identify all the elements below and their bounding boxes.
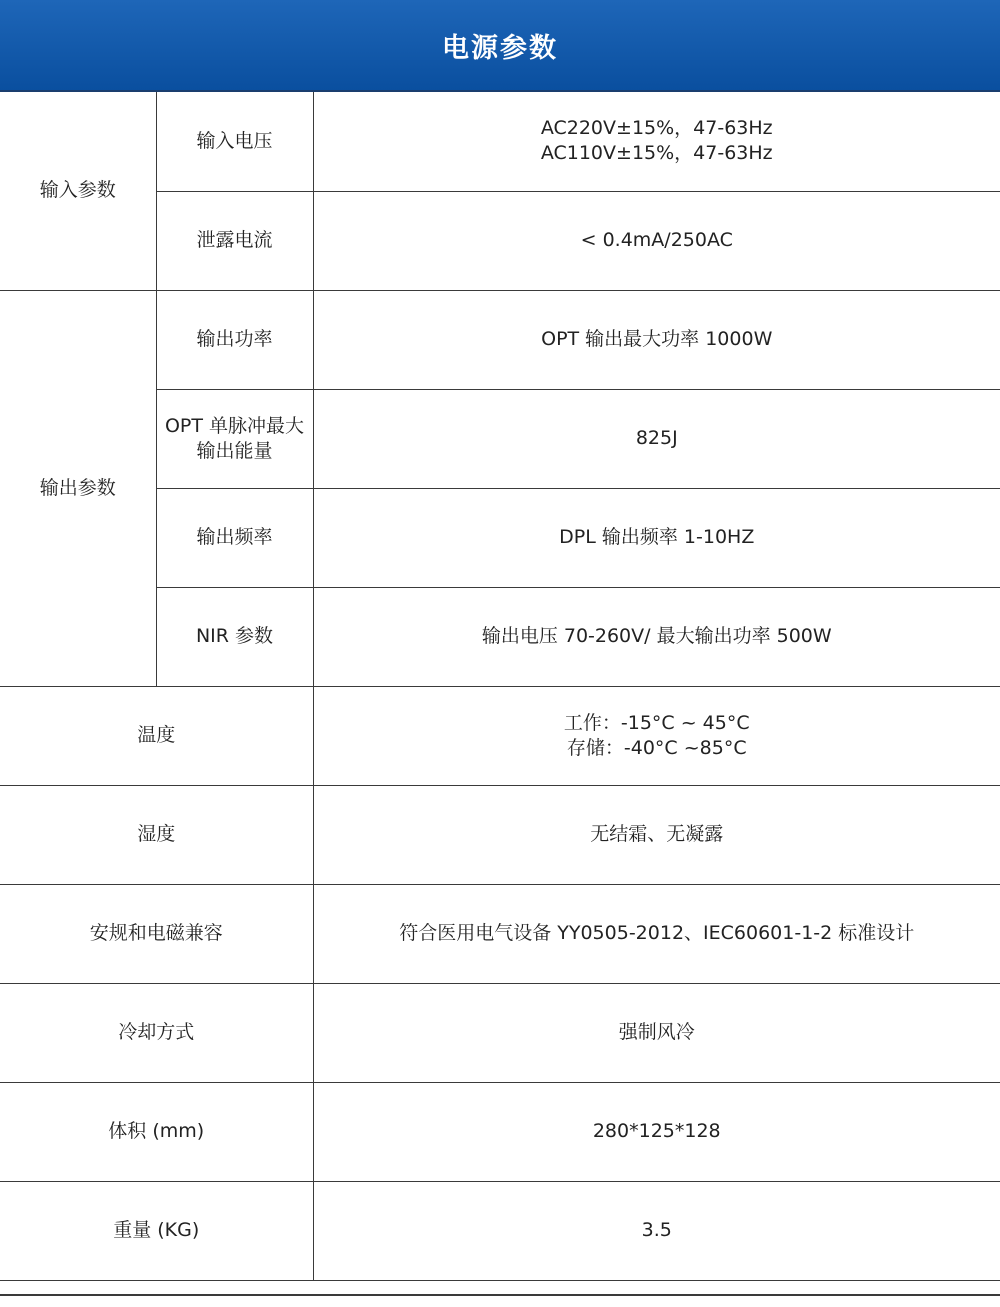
value-line: 3.5 <box>641 1219 672 1241</box>
param-name: 输入电压 <box>156 92 313 191</box>
value-line: DPL 输出频率 1-10HZ <box>559 526 755 548</box>
param-name: 冷却方式 <box>0 983 313 1082</box>
param-value <box>313 488 1000 587</box>
param-value <box>313 983 1000 1082</box>
param-name: 输出频率 <box>156 488 313 587</box>
param-value <box>313 92 1000 191</box>
param-name: 重量 (KG) <box>0 1181 313 1280</box>
param-value <box>313 1181 1000 1280</box>
table-row <box>0 1181 1000 1280</box>
param-value <box>313 884 1000 983</box>
value-line: 符合医用电气设备 YY0505-2012、IEC60601-1-2 标准设计 <box>399 922 915 944</box>
param-name: 温度 <box>0 686 313 785</box>
param-name: 输出功率 <box>156 290 313 389</box>
param-name: 体积 (mm) <box>0 1082 313 1181</box>
param-value <box>313 686 1000 785</box>
value-line: 输出电压 70-260V/ 最大输出功率 500W <box>481 625 832 647</box>
value-line: 280*125*128 <box>592 1120 721 1142</box>
table-row <box>0 785 1000 884</box>
name-line: OPT 单脉冲最大 <box>164 414 305 437</box>
param-name: 泄露电流 <box>156 191 313 290</box>
table-row <box>0 290 1000 389</box>
value-line: AC110V±15%，47-63Hz <box>540 142 773 165</box>
spec-table <box>0 92 1000 1281</box>
table-row <box>0 92 1000 191</box>
value-line: 强制风冷 <box>618 1021 695 1043</box>
table-row <box>0 1082 1000 1181</box>
param-name: 湿度 <box>0 785 313 884</box>
param-value <box>313 191 1000 290</box>
param-value <box>313 587 1000 686</box>
table-row <box>0 884 1000 983</box>
param-value <box>313 290 1000 389</box>
header-bar <box>0 0 1000 90</box>
group-label-input: 输入参数 <box>0 92 156 290</box>
param-name: 安规和电磁兼容 <box>0 884 313 983</box>
value-line: OPT 输出最大功率 1000W <box>541 328 773 350</box>
page-title: 电源参数 <box>442 32 558 64</box>
param-name: NIR 参数 <box>156 587 313 686</box>
table-bottom-border <box>0 1294 1000 1296</box>
group-label-output: 输出参数 <box>0 290 156 686</box>
param-value <box>313 1082 1000 1181</box>
value-line: 无结霜、无凝露 <box>590 823 724 845</box>
table-row <box>0 983 1000 1082</box>
value-line: 存储：-40°C ~85°C <box>566 736 747 759</box>
value-line: < 0.4mA/250AC <box>580 229 733 251</box>
param-name <box>156 389 313 488</box>
name-line: 输出能量 <box>196 439 273 462</box>
param-value <box>313 389 1000 488</box>
param-value <box>313 785 1000 884</box>
value-line: AC220V±15%，47-63Hz <box>540 117 773 140</box>
table-row <box>0 686 1000 785</box>
value-line: 825J <box>635 427 678 449</box>
value-line: 工作：-15°C ~ 45°C <box>563 711 750 734</box>
